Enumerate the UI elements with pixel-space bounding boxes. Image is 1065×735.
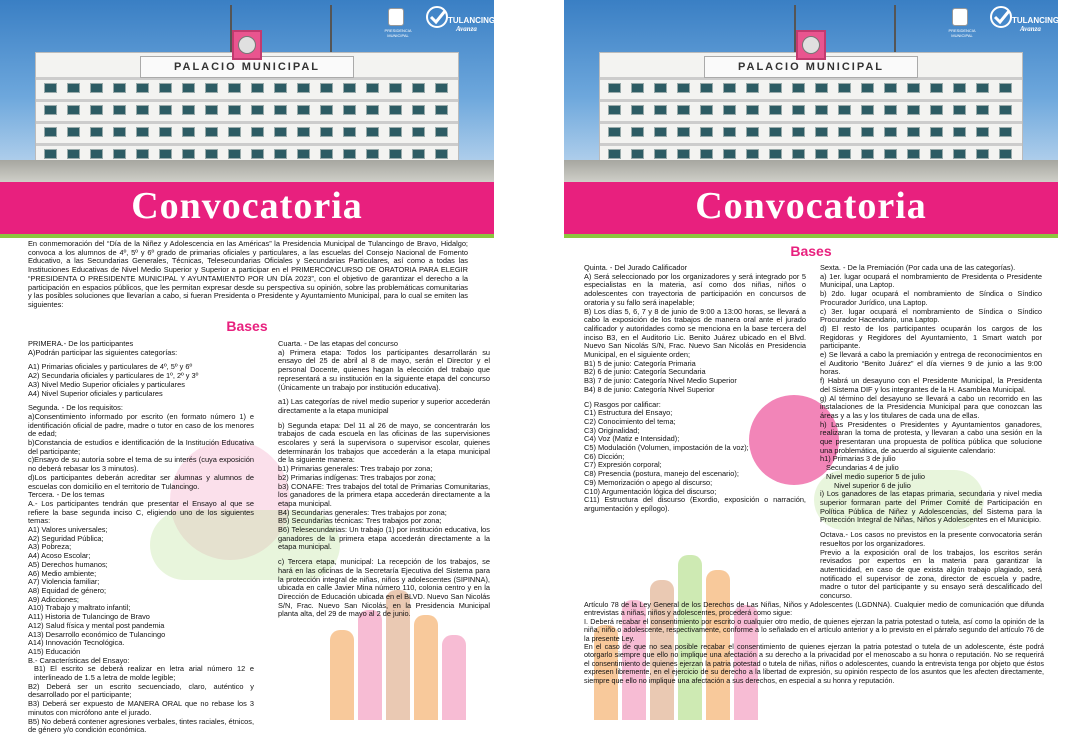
window [274, 83, 287, 93]
plaza-ground [0, 160, 494, 182]
window [136, 83, 149, 93]
text-line: B1) 5 de junio: Categoría Primaria [584, 358, 696, 368]
window [136, 105, 149, 115]
text-line: C9) Memorización o apego al discurso; [584, 477, 713, 487]
window [746, 105, 759, 115]
window [412, 149, 425, 159]
text-line: a)Consentimiento informado por escrito (en formato número 1) e identificación oficial de padre, madre o tutor en caso de los menores de edad; [28, 411, 254, 439]
text-line: A7) Violencia familiar; [28, 577, 100, 587]
window [861, 127, 874, 137]
text-line: A4) Acoso Escolar; [28, 551, 91, 561]
green-strip [0, 234, 494, 238]
page-title: Convocatoria [131, 185, 363, 227]
text-line: Secundarias 4 de julio [826, 463, 899, 473]
text-line: b2) Primarias indígenas: Tres trabajos por zona; [278, 472, 436, 482]
text-line: PRIMERA.- De los participantes [28, 339, 134, 348]
window [953, 83, 966, 93]
window [366, 105, 379, 115]
window [815, 127, 828, 137]
window [746, 83, 759, 93]
palace-sign: PALACIO MUNICIPAL [737, 61, 885, 73]
window [930, 149, 943, 159]
window [136, 127, 149, 137]
window [792, 149, 805, 159]
text-line: B2) 6 de junio: Categoría Secundaria [584, 367, 706, 377]
text-line: C11) Estructura del discurso (Exordio, exposición o narración, argumentación y epílogo). [584, 495, 806, 513]
title-band [564, 182, 1058, 234]
text-line: B5) Secundarias técnicas: Tres trabajos por zona; [278, 516, 442, 526]
brand-slogan: Avanza [456, 25, 477, 33]
text-line: g) Al término del desayuno se llevará a cabo un recorrido en las instalaciones de la Presidencia Municipal para que conozcan las áreas y a las y los titulares de cada una de ellas. [820, 393, 1042, 420]
window [205, 83, 218, 93]
window [320, 83, 333, 93]
window [884, 83, 897, 93]
window [700, 83, 713, 93]
window [631, 127, 644, 137]
window [251, 83, 264, 93]
window [631, 105, 644, 115]
text-line: c)Ensayo de su autoría sobre el tema de su interés (cuya exposición no deberá rebasar los 3 minutos). [28, 455, 254, 474]
window [999, 105, 1012, 115]
text-line: A2) Secundaria oficiales y particulares de 1º, 2º y 3º [28, 371, 199, 381]
window [228, 149, 241, 159]
window [435, 105, 448, 115]
text-line: B3) 7 de junio: Categoría Nivel Medio Superior [584, 376, 737, 386]
poster-left [0, 0, 502, 735]
window [815, 105, 828, 115]
text-line: Nivel medio superior 5 de julio [826, 471, 926, 481]
window [999, 149, 1012, 159]
window [343, 83, 356, 93]
window [700, 127, 713, 137]
window [976, 83, 989, 93]
text-line: e) Se llevará a cabo la premiación y entrega de reconocimientos en el Auditorio “Benito Juárez” el día viernes 9 de junio a las 9:00 horas. [820, 350, 1042, 377]
text-line: A)Podrán participar las siguientes categorías: [28, 347, 178, 357]
window [389, 127, 402, 137]
window [159, 105, 172, 115]
floor-band [600, 143, 1022, 146]
window [677, 105, 690, 115]
text-line: d)Los participantes deberán acreditar ser alumnas y alumnos de escuelas con domicilio en el territorio de Tulancingo. [28, 472, 254, 491]
window [297, 149, 310, 159]
window [343, 149, 356, 159]
text-line: f) Habrá un desayuno con el Presidente Municipal, la Presidenta del Sistema DIF y los integrantes de la H. Asamblea Municipal. [820, 376, 1042, 394]
window [67, 149, 80, 159]
window [769, 105, 782, 115]
window [274, 127, 287, 137]
window [884, 105, 897, 115]
text-line: A.- Los participantes tendrán que presentar el Ensayo al que se refiere la base segunda inciso C, eligiendo uno de los siguientes temas: [28, 498, 254, 526]
seal-caption: PRESIDENCIA MUNICIPAL [948, 28, 976, 38]
left-column-2 [278, 340, 490, 619]
window [90, 127, 103, 137]
hand-illustration [414, 615, 438, 720]
window [999, 83, 1012, 93]
window [274, 105, 287, 115]
text-line: A10) Trabajo y maltrato infantil; [28, 603, 131, 613]
window [251, 105, 264, 115]
window [746, 149, 759, 159]
palace-sign: PALACIO MUNICIPAL [173, 61, 321, 73]
hand-illustration [330, 630, 354, 720]
window [343, 105, 356, 115]
window [182, 149, 195, 159]
window [769, 127, 782, 137]
window [182, 127, 195, 137]
text-line: A4) Nivel Superior oficiales y particulares [28, 388, 163, 398]
brand-name: TULANCINGO [1012, 16, 1065, 25]
hand-illustration [358, 610, 382, 720]
text-line: a1) Las categorías de nivel medio superior y superior accederán directamente a la etapa municipal [278, 397, 490, 415]
window [412, 83, 425, 93]
window [769, 149, 782, 159]
window [159, 127, 172, 137]
text-line: b3) CONAFE: Tres trabajos del total de Primarias Comunitarias, los ganadores de la primera etapa accederán directamente a la etapa municipal. [278, 481, 490, 508]
window [251, 127, 264, 137]
window [677, 83, 690, 93]
window [838, 149, 851, 159]
window [654, 149, 667, 159]
text-line: a) 1er. lugar ocupará el nombramiento de Presidenta o Presidente Municipal, una Laptop. [820, 271, 1042, 290]
text-line: C7) Expresión corporal; [584, 460, 662, 470]
window [159, 83, 172, 93]
window [297, 83, 310, 93]
text-line: C) Rasgos por calificar: [584, 399, 661, 409]
window [44, 105, 57, 115]
window [205, 105, 218, 115]
check-logo-icon [990, 6, 1012, 28]
window [976, 105, 989, 115]
window [44, 83, 57, 93]
text-line: A8) Equidad de género; [28, 585, 107, 595]
left-column-1 [28, 340, 254, 735]
window [861, 83, 874, 93]
text-line: B1) El escrito se deberá realizar en letra arial número 12 e interlineado de 1.5 a letra de molde legible; [34, 664, 254, 683]
text-line: h) Las Presidentes o Presidentes y Ayuntamientos ganadores, realizaran la toma de protesta, y llevaran a cabo una sesión en la que presentaran una propuesta de política pública que solucione una problemática, de acuerdo al siguiente calendario: [820, 419, 1042, 455]
poster-right [564, 0, 1065, 720]
window [631, 149, 644, 159]
window [228, 83, 241, 93]
window [320, 127, 333, 137]
text-line: C1) Estructura del Ensayo; [584, 408, 673, 418]
window [113, 83, 126, 93]
window [366, 127, 379, 137]
window [838, 83, 851, 93]
window [44, 149, 57, 159]
window [677, 127, 690, 137]
window [723, 105, 736, 115]
floor-band [36, 121, 458, 124]
window [907, 149, 920, 159]
text-line: Nivel superior 6 de julio [834, 480, 911, 490]
window [815, 149, 828, 159]
window [884, 127, 897, 137]
title-band [0, 182, 494, 234]
window [953, 105, 966, 115]
clock-icon [238, 36, 256, 54]
window [297, 105, 310, 115]
window [953, 149, 966, 159]
window [228, 127, 241, 137]
text-line: A1) Valores universales; [28, 525, 108, 535]
window [159, 149, 172, 159]
logo-area [384, 6, 502, 38]
logo-area [948, 6, 1065, 38]
seal-caption: PRESIDENCIA MUNICIPAL [384, 28, 412, 38]
window [792, 105, 805, 115]
window [953, 127, 966, 137]
window [608, 83, 621, 93]
window [930, 127, 943, 137]
text-line: A12) Salud física y mental post pandemia [28, 620, 165, 630]
window [366, 83, 379, 93]
window [654, 105, 667, 115]
bases-heading: Bases [790, 243, 832, 259]
bases-heading: Bases [226, 318, 268, 334]
plaza-ground [564, 160, 1058, 182]
window [723, 127, 736, 137]
text-line: c) Tercera etapa, municipal: La recepción de los trabajos, se hará en las oficinas de la Secretaría Ejecutiva del Sistema para la protección integral de niñas, niños y adolescentes (SIPINNA), ubicada en calle Javier Mina número 110, colonia centro y en la Dirección de Educación ubicada en el BLVD. Nuevo San Nicolás S/N, Frac. Nuevo San Nicolás, en la Presidencia Municipal planta alta, del 29 de mayo al 2 de junio. [278, 557, 490, 619]
window [723, 83, 736, 93]
text-line: A13) Desarrollo económico de Tulancingo [28, 629, 166, 639]
intro-paragraph: En conmemoración del “Día de la Niñez y Adolescencia en las Américas” la Presidencia Municipal de Tulancingo de Bravo, Hidalgo; convoca a los alumnos de 4º, 5º y 6º grado de primarias oficiales y particulares, a las escuelas del Consejo Nacional de Fomento Educativo, a las Secundarias Generales, Técnicas, Telesecundarias Oficiales y Secundarias Particulares, así como a todas las Instituciones Educativas de Nivel Medio Superior y Superior a participar en el PRIMERCONCURSO DE ORATORIA PARA ELEGIR “PRESIDENTA O PRESIDENTE MUNICIPAL Y AYUNTAMIENTO POR UN DÍA 2023”, con el objetivo de garantizar el derecho a la participación en espacios públicos, que les permitan expresar desde su perspectiva su opinión, sobre las problemáticas comunitarias y las posibles soluciones que llevarían a cabo, si fueran Presidenta o Presidente y Ayuntamiento Municipal, para lo cual se emiten las siguientes: [28, 239, 468, 309]
window [654, 127, 667, 137]
window [412, 105, 425, 115]
text-line: Sexta. - De la Premiación (Por cada una de las categorías). [820, 263, 1016, 272]
window [999, 127, 1012, 137]
window [930, 83, 943, 93]
right-column-2 [820, 264, 1042, 601]
text-line: b)Constancia de estudios e identificación de la Institución Educativa del participante; [28, 438, 254, 456]
window [700, 105, 713, 115]
window [907, 127, 920, 137]
window [251, 149, 264, 159]
window [113, 127, 126, 137]
window [700, 149, 713, 159]
window [389, 105, 402, 115]
text-line: A11) Historia de Tulancingo de Bravo [28, 612, 150, 622]
window [907, 105, 920, 115]
window [297, 127, 310, 137]
window [90, 149, 103, 159]
text-line: A1) Primarias oficiales y particulares de 4º, 5º y 6º [28, 362, 193, 372]
text-line: B5) No deberá contener agresiones verbales, tintes raciales, étnicos, de género y/o condición económica. [28, 716, 254, 735]
window [930, 105, 943, 115]
window [976, 149, 989, 159]
text-line: c) 3er. lugar ocupará el nombramiento de Síndica o Síndico Procurador Hacendario, una Laptop. [820, 306, 1042, 325]
window [435, 127, 448, 137]
window [274, 149, 287, 159]
window [815, 83, 828, 93]
window [90, 105, 103, 115]
seal-icon [952, 8, 968, 26]
window [412, 127, 425, 137]
window [113, 105, 126, 115]
text-line: B) Los días 5, 6, 7 y 8 de junio de 9:00 a 13:00 horas, se llevará a cabo la exposición de los trabajos de manera oral ante el jurado calificador y autoridades como se menciona en la base tercera del inciso B3, en el Auditorio Lic. Benito Juárez ubicado en el Blvd. Nuevo San Nicolás S/N, Frac. Nuevo San Nicolás en Presidencia Municipal, en el siguiente orden; [584, 306, 806, 360]
window [320, 105, 333, 115]
window [861, 105, 874, 115]
window [320, 149, 333, 159]
text-line: A6) Medio ambiente; [28, 568, 97, 578]
window [389, 149, 402, 159]
window [723, 149, 736, 159]
text-line: A14) Innovación Tecnológica. [28, 638, 125, 648]
window [861, 149, 874, 159]
text-line: A5) Derechos humanos; [28, 559, 108, 569]
text-line: Segunda. - De los requisitos: [28, 403, 123, 413]
text-line: C3) Originalidad; [584, 425, 640, 435]
green-strip [564, 234, 1058, 238]
text-line: b) 2do. lugar ocupará el nombramiento de Síndica o Síndico Procurador Jurídico, una Laptop. [820, 289, 1042, 307]
floor-band [600, 121, 1022, 124]
text-line: A) Será seleccionado por los organizadores y será integrado por 5 especialistas en la materia, así como dos niñas, niños o adolescentes con trayectoria de participación en concursos de oratoria y su fallo será inapelable; [584, 271, 806, 307]
window [205, 149, 218, 159]
window [90, 83, 103, 93]
text-line: C6) Dicción; [584, 451, 625, 461]
hand-illustration [442, 635, 466, 720]
text-line: b) Segunda etapa: Del 11 al 26 de mayo, se concentrarán los trabajos de cada escuela en las oficinas de las supervisiones escolares y será la supervisora o supervisor escolar, quienes determinarán los trabajos que accederán a la etapa municipal de la siguiente manera: [278, 420, 490, 465]
text-line: C4) Voz (Matiz e Intensidad); [584, 434, 680, 444]
text-line: Previo a la exposición oral de los trabajos, los escritos serán revisados por expertos en la materia para garantizar la autenticidad, en caso de que exista algún trabajo plagiado, será notificado el supervisor de zona, director de escuela y padre, madre o tutor del participante y su ensayo será descalificado del concurso. [820, 547, 1042, 601]
text-line: B4) 8 de junio: Categoría Nivel Superior [584, 384, 715, 394]
text-line: A15) Educación [28, 646, 81, 656]
brand-slogan: Avanza [1020, 25, 1041, 33]
window [343, 127, 356, 137]
text-line: a) Primera etapa: Todos los participantes desarrollarán su ensayo del 25 de abril al 8 de mayo, serán el Director y el personal Docente, quienes hagan la elección del trabajo que representará a su institución en la siguiente etapa del concurso (Únicamente un trabajo por institución educativa). [278, 347, 490, 392]
window [884, 149, 897, 159]
text-line: Tercera. - De los temas [28, 490, 105, 500]
window [838, 127, 851, 137]
window [769, 83, 782, 93]
text-line: A3) Pobreza; [28, 542, 72, 552]
text-line: B.- Características del Ensayo: [28, 655, 130, 665]
text-line: d) El resto de los participantes ocuparán los cargos de los Regidoras y Regidores del Ayuntamiento, 1 Smart watch por participante. [820, 323, 1042, 351]
page-title: Convocatoria [695, 185, 927, 227]
text-line: C8) Presencia (postura, manejo del escenario); [584, 469, 739, 479]
text-line: C5) Modulación (Volumen, impostación de la voz); [584, 443, 749, 453]
window [182, 83, 195, 93]
window [838, 105, 851, 115]
text-line: b1) Primarias generales: Tres trabajo por zona; [278, 464, 433, 474]
text-line: i) Los ganadores de las etapas primaria, secundaria y nivel media superior formaran parte del Primer Comité de Participación en Política Pública de Niñez y Adolescencias, del Sistema para la Protección Integral de Niñas, Niños y Adolescentes en el Municipio. [820, 489, 1042, 525]
text-line: B2) Deberá ser un escrito secuenciado, claro, auténtico y desarrollado por el participante; [28, 681, 254, 700]
window [608, 149, 621, 159]
window [44, 127, 57, 137]
window [182, 105, 195, 115]
text-line: Octava.- Los casos no previstos en la presente convocatoria serán resueltos por los organizadores. [820, 530, 1042, 548]
text-line: B3) Deberá ser expuesto de MANERA ORAL que no rebase los 3 minutos con micrófono ante el jurado. [28, 699, 254, 717]
window [366, 149, 379, 159]
window [792, 127, 805, 137]
window [113, 149, 126, 159]
text-line: h1) Primarias 3 de julio [820, 454, 896, 464]
floor-band [36, 143, 458, 146]
window [389, 83, 402, 93]
window [67, 83, 80, 93]
window [136, 149, 149, 159]
window [631, 83, 644, 93]
window [746, 127, 759, 137]
text-line: C10) Argumentación lógica del discurso; [584, 486, 717, 496]
window [654, 83, 667, 93]
window [205, 127, 218, 137]
text-line: Cuarta. - De las etapas del concurso [278, 339, 398, 348]
floor-band [36, 99, 458, 102]
text-line: A3) Nivel Medio Superior oficiales y particulares [28, 379, 185, 389]
right-column-1 [584, 264, 806, 514]
window [677, 149, 690, 159]
check-logo-icon [426, 6, 448, 28]
text-line: C2) Conocimiento del tema; [584, 416, 676, 426]
window [608, 127, 621, 137]
window [608, 105, 621, 115]
clock-icon [802, 36, 820, 54]
window [228, 105, 241, 115]
window [976, 127, 989, 137]
window [67, 105, 80, 115]
seal-icon [388, 8, 404, 26]
brand-name: TULANCINGO [448, 16, 502, 25]
window [907, 83, 920, 93]
floor-band [600, 99, 1022, 102]
window [435, 83, 448, 93]
window [67, 127, 80, 137]
text-line: B4) Secundarias generales: Tres trabajos por zona; [278, 507, 447, 517]
text-line: B6) Telesecundarias: Un trabajo (1) por institución educativa, los ganadores de la primera etapa accederán directamente a la etapa municipal. [278, 525, 490, 552]
text-line: A9) Adicciones; [28, 594, 79, 604]
text-line: A2) Seguridad Pública; [28, 533, 104, 543]
text-line: Quinta. - Del Jurado Calificador [584, 263, 688, 272]
window [435, 149, 448, 159]
window [792, 83, 805, 93]
legal-footer: Artículo 78 de la Ley General de los Derechos de Las Niñas, Niños y Adolescentes (LGDNNA). Cualquier medio de comunicación que difunda entrevistas a niñas, niños y adolescentes, procederá como sigue: I. Deberá recabar el consentimiento por escrito o cualquier otro medio, de quienes ejerzan la patria potestad o tutela, así como la opinión de la niña, niño o adolescente, respectivamente, conforme a lo señalado en el artículo anterior y a lo previsto en el párrafo segundo del artículo 76 de la presente Ley. En el caso de que no sea posible recabar el consentimiento de quienes ejerzan la patria potestad o tutela de un adolescente, éste podrá otorgarlo siempre que ello no implique una afectación a su derecho a la privacidad por el menoscabo a su honra o reputación. No se requerirá el consentimiento de quienes ejerzan la patria potestad o tutela de niñas, niños o adolescentes, cuando la entrevista tenga por objeto que éstos expresen libremente, en el ejercicio de su derecho a la libertad de expresión, su opinión respecto de los asuntos que les afecten directamente, siempre que ello no implique una afectación a sus derechos, en especial a su honra y reputación. [584, 600, 1044, 685]
